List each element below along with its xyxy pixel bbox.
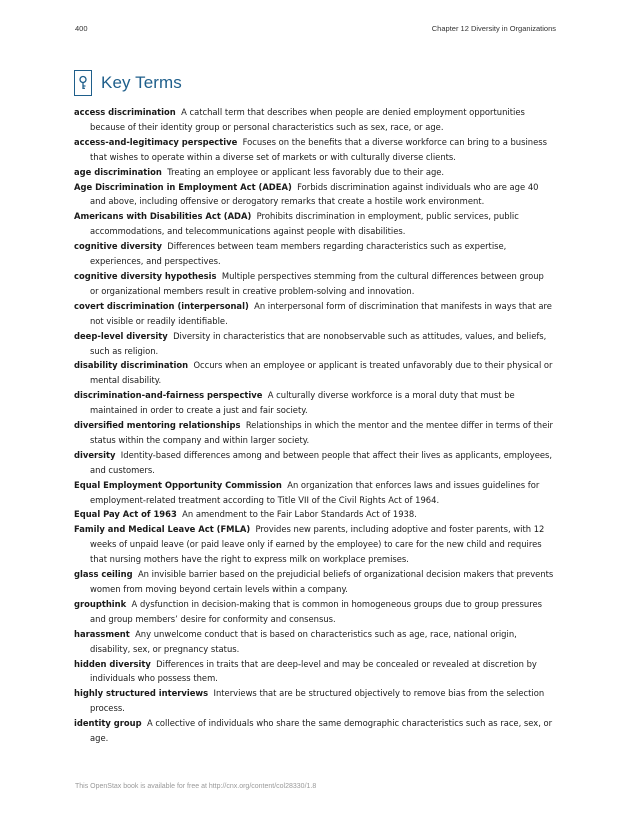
term-definition: A culturally diverse workforce is a moral duty that must be maintained in order to create a just and fair society. <box>90 390 515 416</box>
term-name: identity group <box>74 718 142 729</box>
term-name: access discrimination <box>74 107 176 117</box>
chapter-title: Chapter 12 Diversity in Organizations <box>431 24 556 33</box>
term-name: Equal Pay Act of 1963 <box>74 509 177 520</box>
term-definition: Interviews that are be structured objectively to remove bias from the selection process. <box>90 688 545 714</box>
glossary-entry <box>74 135 554 165</box>
term-definition: A catchall term that describes when people are denied employment opportunities because of their identity group or personal characteristics such as sex, race, or age. <box>90 107 525 132</box>
term-definition: Occurs when an employee or applicant is treated unfavorably due to their physical or mental disability. <box>90 360 553 386</box>
page-footer: This OpenStax book is available for free at http://cnx.org/content/col28330/1.8 <box>75 783 317 790</box>
term-name: discrimination-and-fairness perspective <box>74 390 263 401</box>
glossary-entry <box>74 686 554 716</box>
term-name: covert discrimination (interpersonal) <box>74 300 249 311</box>
term-definition: Treating an employee or applicant less favorably due to their age. <box>167 166 445 177</box>
glossary-entry <box>74 657 554 687</box>
glossary-entry <box>74 597 554 627</box>
term-name: groupthink <box>74 598 127 609</box>
glossary-entry <box>74 358 554 388</box>
glossary-entry <box>74 239 554 269</box>
term-name: harassment <box>74 628 130 639</box>
term-name: hidden diversity <box>74 658 151 669</box>
glossary-entry <box>74 507 554 522</box>
glossary-entry <box>74 567 554 597</box>
glossary-entry <box>74 209 554 239</box>
glossary-entry <box>74 180 554 210</box>
key-icon <box>74 70 92 96</box>
term-definition: Provides new parents, including adoptive and foster parents, with 12 weeks of unpaid leave (or paid leave only if earned by the employee) to care for the new child and requires that nursing mothers have the right to express milk on workplace premises. <box>90 524 545 565</box>
term-definition: Identity-based differences among and between people that affect their lives as applicants, employees, and customers. <box>90 449 553 475</box>
term-definition: A dysfunction in decision-making that is common in homogeneous groups due to group pressures and group members’ desire for conformity and consensus. <box>90 598 542 624</box>
term-name: Age Discrimination in Employment Act (ADEA) <box>74 181 292 192</box>
term-definition: An organization that enforces laws and issues guidelines for employment-related treatment according to Title VII of the Civil Rights Act of 1964. <box>90 479 540 505</box>
glossary-entry <box>74 165 554 180</box>
term-definition: Prohibits discrimination in employment, public services, public accommodations, and telecommunications against people with disabilities. <box>90 211 519 237</box>
glossary-entry <box>74 269 554 299</box>
term-name: Family and Medical Leave Act (FMLA) <box>74 524 251 535</box>
glossary-entry <box>74 418 554 448</box>
section-title: Key Terms <box>101 73 182 92</box>
glossary-entry <box>74 388 554 418</box>
term-name: disability discrimination <box>74 360 189 371</box>
term-name: age discrimination <box>74 166 162 177</box>
term-definition: An amendment to the Fair Labor Standards Act of 1938. <box>182 509 417 520</box>
page-number: 400 <box>75 24 88 33</box>
term-definition: Differences in traits that are deep-level and may be concealed or revealed at discretion by individuals who possess them. <box>90 658 537 684</box>
term-definition: Relationships in which the mentor and the mentee differ in terms of their status within the company and within larger society. <box>90 420 554 445</box>
term-name: diversity <box>74 449 116 460</box>
glossary-entry <box>74 105 554 135</box>
glossary-entry <box>74 716 554 746</box>
term-name: access-and-legitimacy perspective <box>74 136 238 147</box>
term-name: highly structured interviews <box>74 688 209 699</box>
term-definition: Multiple perspectives stemming from the cultural differences between group or organizational members result in creative problem-solving and innovation. <box>90 270 544 296</box>
term-name: cognitive diversity hypothesis <box>74 270 217 281</box>
page-header <box>75 24 556 36</box>
term-definition: Diversity in characteristics that are nonobservable such as attitudes, values, and beliefs, such as religion. <box>90 330 547 356</box>
term-definition: An invisible barrier based on the prejudicial beliefs of organizational decision makers that prevents women from moving beyond certain levels within a company. <box>90 569 554 594</box>
term-name: deep-level diversity <box>74 330 168 341</box>
glossary-entry <box>74 448 554 478</box>
term-name: glass ceiling <box>74 569 133 580</box>
term-name: Americans with Disabilities Act (ADA) <box>74 211 252 222</box>
key-terms-list <box>74 105 554 746</box>
term-definition: Forbids discrimination against individuals who are age 40 and above, including offensive or derogatory remarks that create a hostile work environment. <box>90 181 539 207</box>
term-name: Equal Employment Opportunity Commission <box>74 479 282 490</box>
term-definition: An interpersonal form of discrimination that manifests in ways that are not visible or readily identifiable. <box>90 300 552 326</box>
term-definition: A collective of individuals who share the same demographic characteristics such as race, sex, or age. <box>90 718 553 744</box>
term-definition: Differences between team members regarding characteristics such as expertise, experiences, and perspectives. <box>90 241 507 267</box>
term-definition: Focuses on the benefits that a diverse workforce can bring to a business that wishes to operate within a diverse set of markets or with culturally diverse clients. <box>90 136 547 162</box>
glossary-entry <box>74 627 554 657</box>
term-name: cognitive diversity <box>74 241 162 252</box>
glossary-entry <box>74 522 554 567</box>
section-heading <box>74 70 182 96</box>
term-name: diversified mentoring relationships <box>74 420 241 431</box>
glossary-entry <box>74 329 554 359</box>
glossary-entry <box>74 478 554 508</box>
term-definition: Any unwelcome conduct that is based on characteristics such as age, race, national origin, disability, sex, or pregnancy status. <box>90 628 517 654</box>
glossary-entry <box>74 299 554 329</box>
